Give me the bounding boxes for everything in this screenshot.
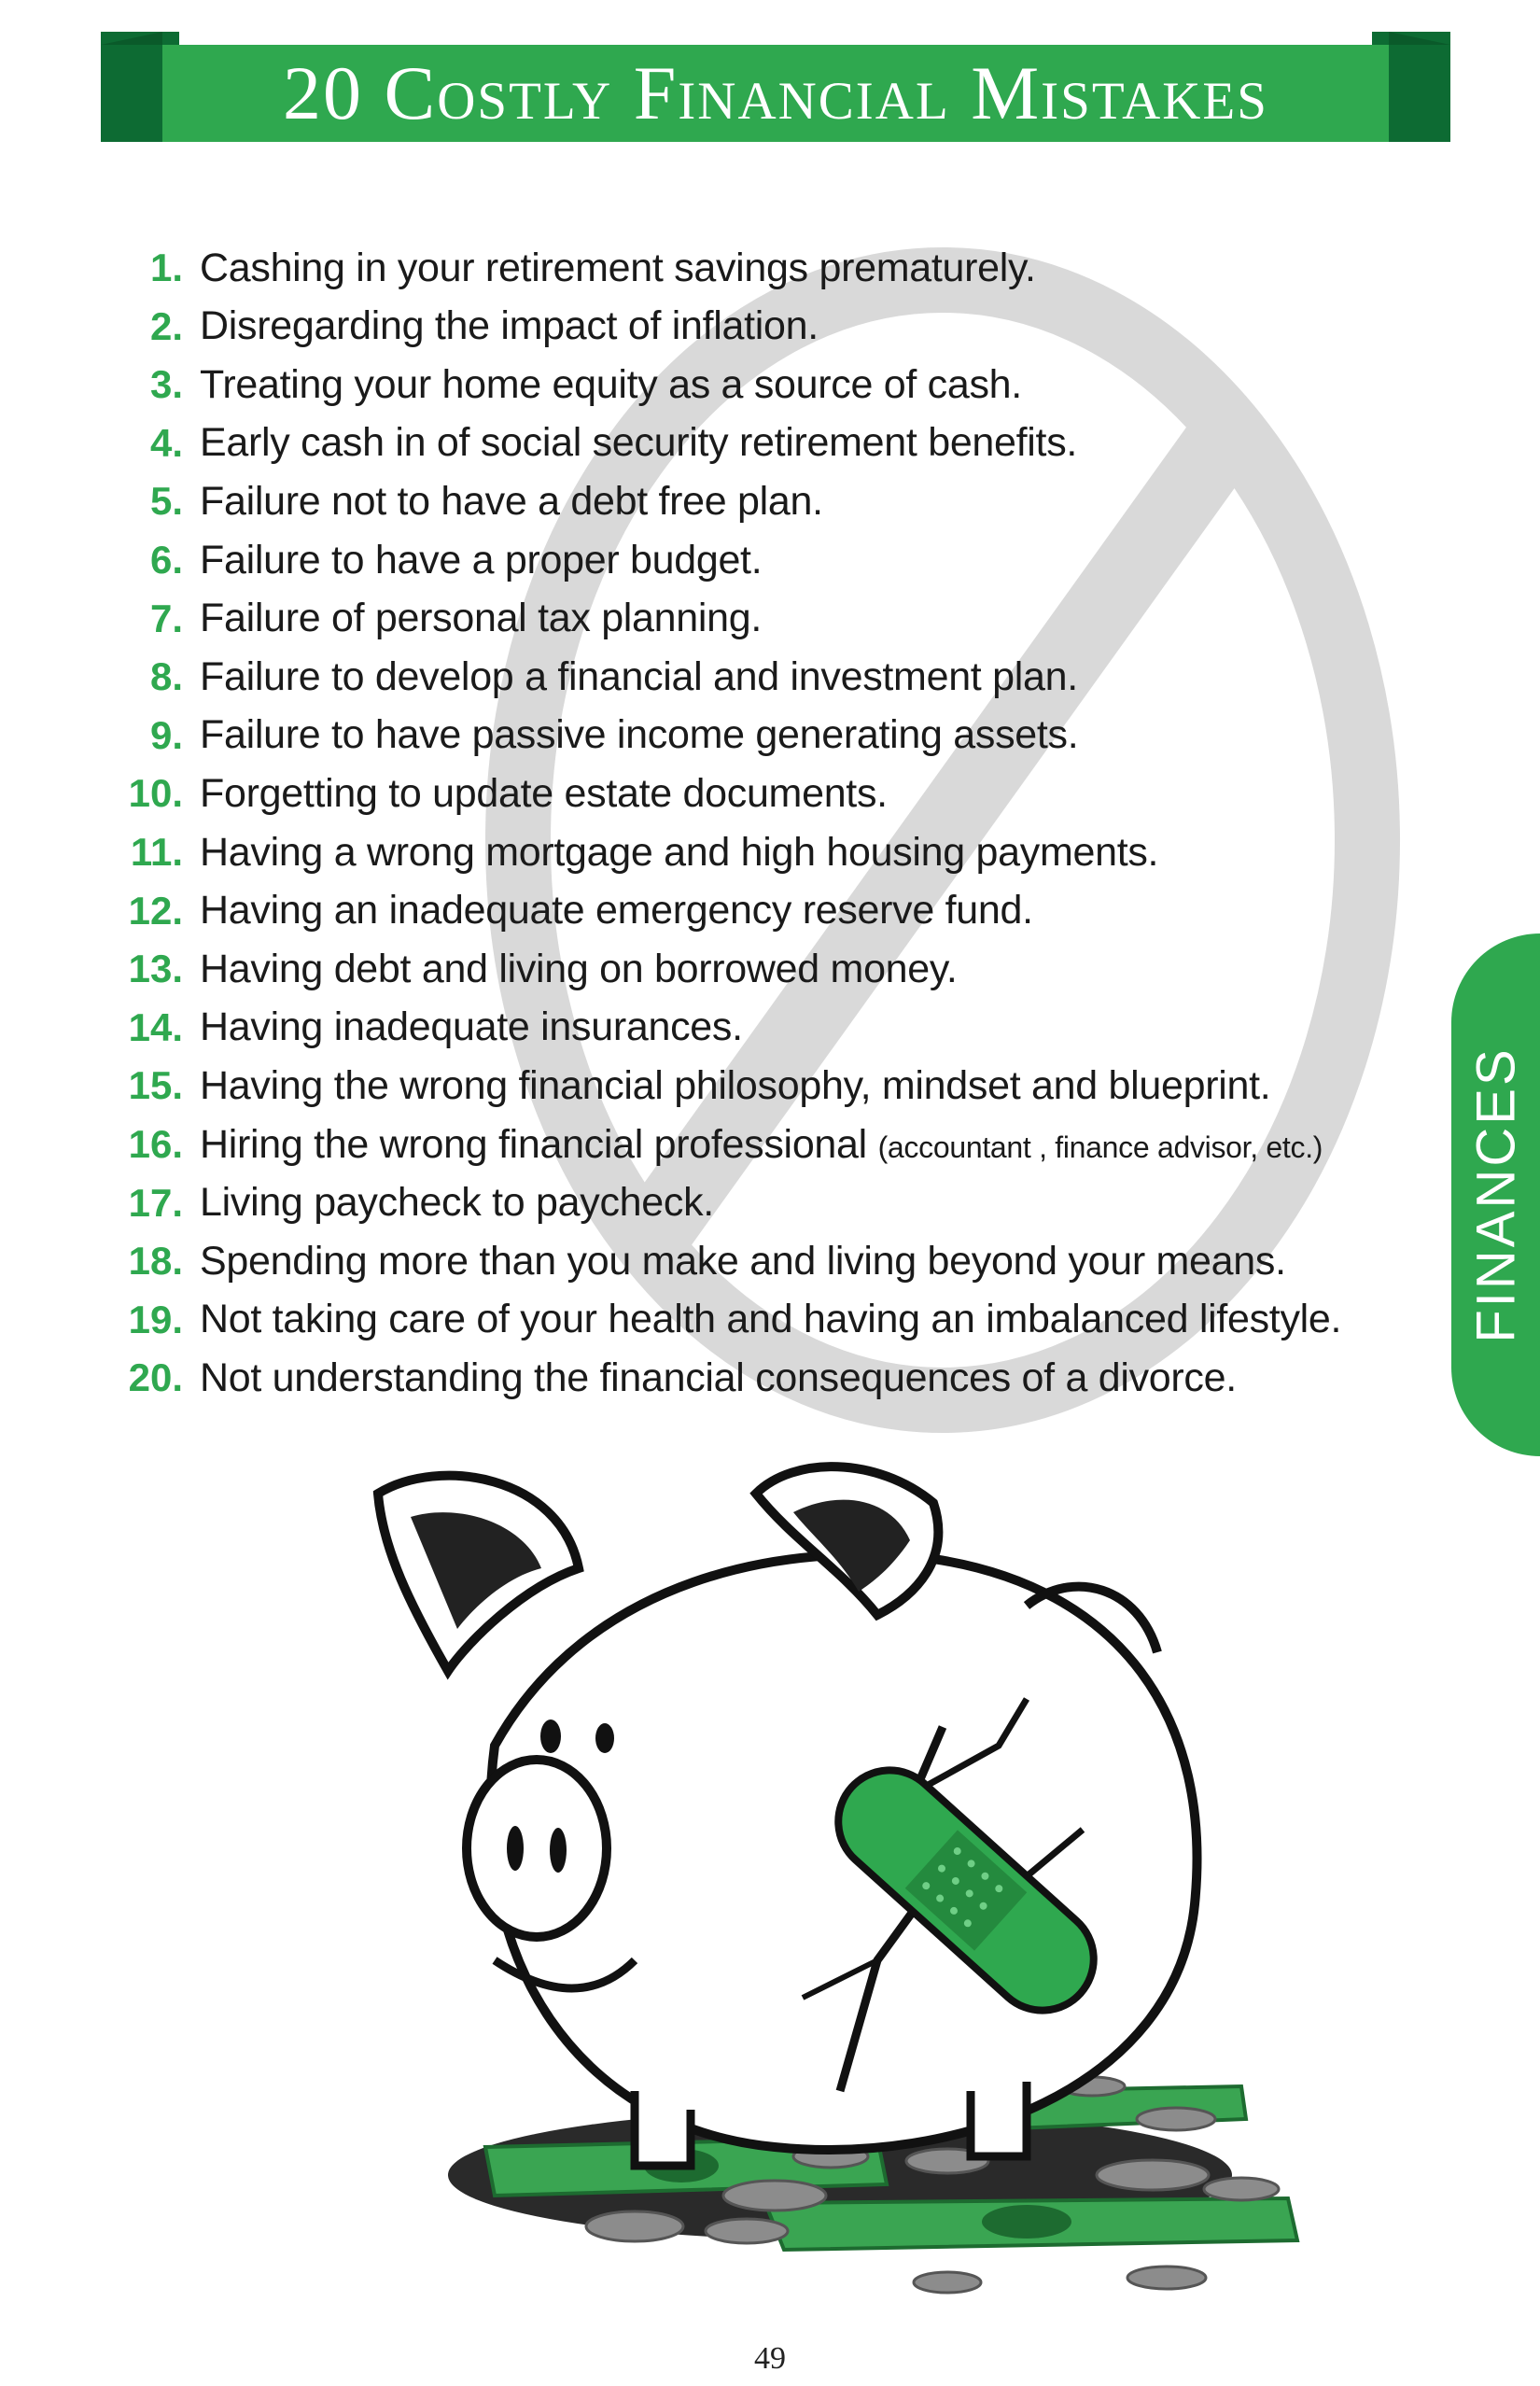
list-item xyxy=(84,999,743,1057)
item-text-wrapper xyxy=(200,246,1036,291)
item-number: 11. xyxy=(130,830,183,874)
item-text-wrapper xyxy=(200,830,1158,876)
item-number: 12. xyxy=(128,888,183,933)
item-text-wrapper xyxy=(200,947,958,992)
item-text-wrapper xyxy=(200,1239,1286,1284)
item-text: Treating your home equity as a source of cash. xyxy=(200,361,1022,407)
item-text: Failure not to have a debt free plan. xyxy=(200,478,823,524)
list-item xyxy=(84,882,1033,940)
item-number: 10. xyxy=(128,771,183,816)
page-number: 49 xyxy=(754,2341,786,2376)
item-text: Having a wrong mortgage and high housing payments. xyxy=(200,829,1159,875)
item-text: Having inadequate insurances. xyxy=(200,1004,743,1050)
item-text: Failure of personal tax planning. xyxy=(200,596,763,641)
broken-piggy-bank-icon xyxy=(355,1438,1335,2315)
item-text-wrapper xyxy=(200,771,888,817)
item-text-wrapper xyxy=(200,1122,1323,1168)
item-number: 4. xyxy=(149,420,183,465)
item-text: Having the wrong financial philosophy, mindset and blueprint. xyxy=(200,1062,1271,1108)
item-note: (accountant , finance advisor, etc.) xyxy=(877,1130,1323,1164)
item-number: 18. xyxy=(128,1239,183,1284)
list-item xyxy=(84,648,1078,706)
item-text-wrapper xyxy=(200,1355,1237,1401)
list-item xyxy=(84,1174,714,1232)
item-text-wrapper xyxy=(200,1004,743,1050)
item-text-wrapper xyxy=(200,888,1033,933)
section-tab-label: FINANCES xyxy=(1465,1046,1526,1343)
item-text: Not understanding the financial consequences of a divorce. xyxy=(200,1354,1237,1400)
item-text-wrapper xyxy=(200,420,1077,466)
list-item xyxy=(84,590,762,648)
item-number: 8. xyxy=(149,654,183,699)
item-text-wrapper xyxy=(200,1297,1341,1342)
item-number: 1. xyxy=(149,246,183,289)
item-text: Forgetting to update estate documents. xyxy=(200,770,888,816)
page-title: 20 Costly Financial Mistakes xyxy=(283,50,1268,135)
item-text-wrapper xyxy=(200,596,762,641)
list-item xyxy=(84,414,1077,472)
list-item xyxy=(84,707,1078,765)
item-number: 5. xyxy=(149,479,183,524)
item-text-wrapper xyxy=(200,712,1078,758)
list-item xyxy=(84,1057,1270,1115)
item-text: Disregarding the impact of inflation. xyxy=(200,303,819,349)
item-text: Spending more than you make and living beyond your means. xyxy=(200,1238,1286,1284)
item-text: Having an inadequate emergency reserve fund. xyxy=(200,888,1033,933)
item-text: Having debt and living on borrowed money. xyxy=(200,946,958,991)
list-item xyxy=(84,1291,1341,1349)
item-text-wrapper xyxy=(200,303,819,349)
item-text: Cashing in your retirement savings prematurely. xyxy=(200,245,1036,290)
item-number: 7. xyxy=(149,596,183,640)
item-text: Failure to have passive income generating assets. xyxy=(200,712,1079,758)
list-item xyxy=(84,298,819,356)
list-item xyxy=(84,531,762,589)
list-item xyxy=(84,1349,1237,1407)
item-text: Early cash in of social security retirement benefits. xyxy=(200,420,1078,466)
item-number: 13. xyxy=(128,947,183,991)
list-item xyxy=(84,823,1158,881)
item-text-wrapper xyxy=(200,1180,714,1226)
list-item xyxy=(84,940,958,998)
item-number: 9. xyxy=(149,712,183,757)
dollar-bill-icon xyxy=(765,2198,1297,2250)
item-number: 17. xyxy=(128,1180,183,1225)
item-number: 19. xyxy=(128,1297,183,1341)
item-number: 3. xyxy=(149,362,183,407)
list-item xyxy=(84,356,1022,414)
item-number: 6. xyxy=(149,538,183,582)
item-number: 14. xyxy=(128,1004,183,1049)
item-text-wrapper xyxy=(200,479,823,525)
item-number: 20. xyxy=(128,1355,183,1400)
list-item xyxy=(84,239,1036,297)
item-text: Hiring the wrong financial professional xyxy=(200,1121,867,1167)
item-number: 15. xyxy=(128,1063,183,1108)
item-text-wrapper xyxy=(200,1063,1270,1109)
item-text-wrapper xyxy=(200,538,762,583)
item-text: Not taking care of your health and having an imbalanced lifestyle. xyxy=(200,1297,1342,1342)
section-tab xyxy=(1451,933,1540,1456)
item-text: Failure to have a proper budget. xyxy=(200,537,763,582)
item-text: Living paycheck to paycheck. xyxy=(200,1180,714,1226)
item-text: Failure to develop a financial and investment plan. xyxy=(200,653,1078,699)
list-item xyxy=(84,765,888,822)
list-item xyxy=(84,472,823,530)
item-number: 2. xyxy=(149,303,183,348)
item-text-wrapper xyxy=(200,654,1078,700)
list-item xyxy=(84,1232,1286,1290)
item-number: 16. xyxy=(128,1122,183,1166)
item-text-wrapper xyxy=(200,362,1022,408)
list-item xyxy=(84,1116,1323,1173)
